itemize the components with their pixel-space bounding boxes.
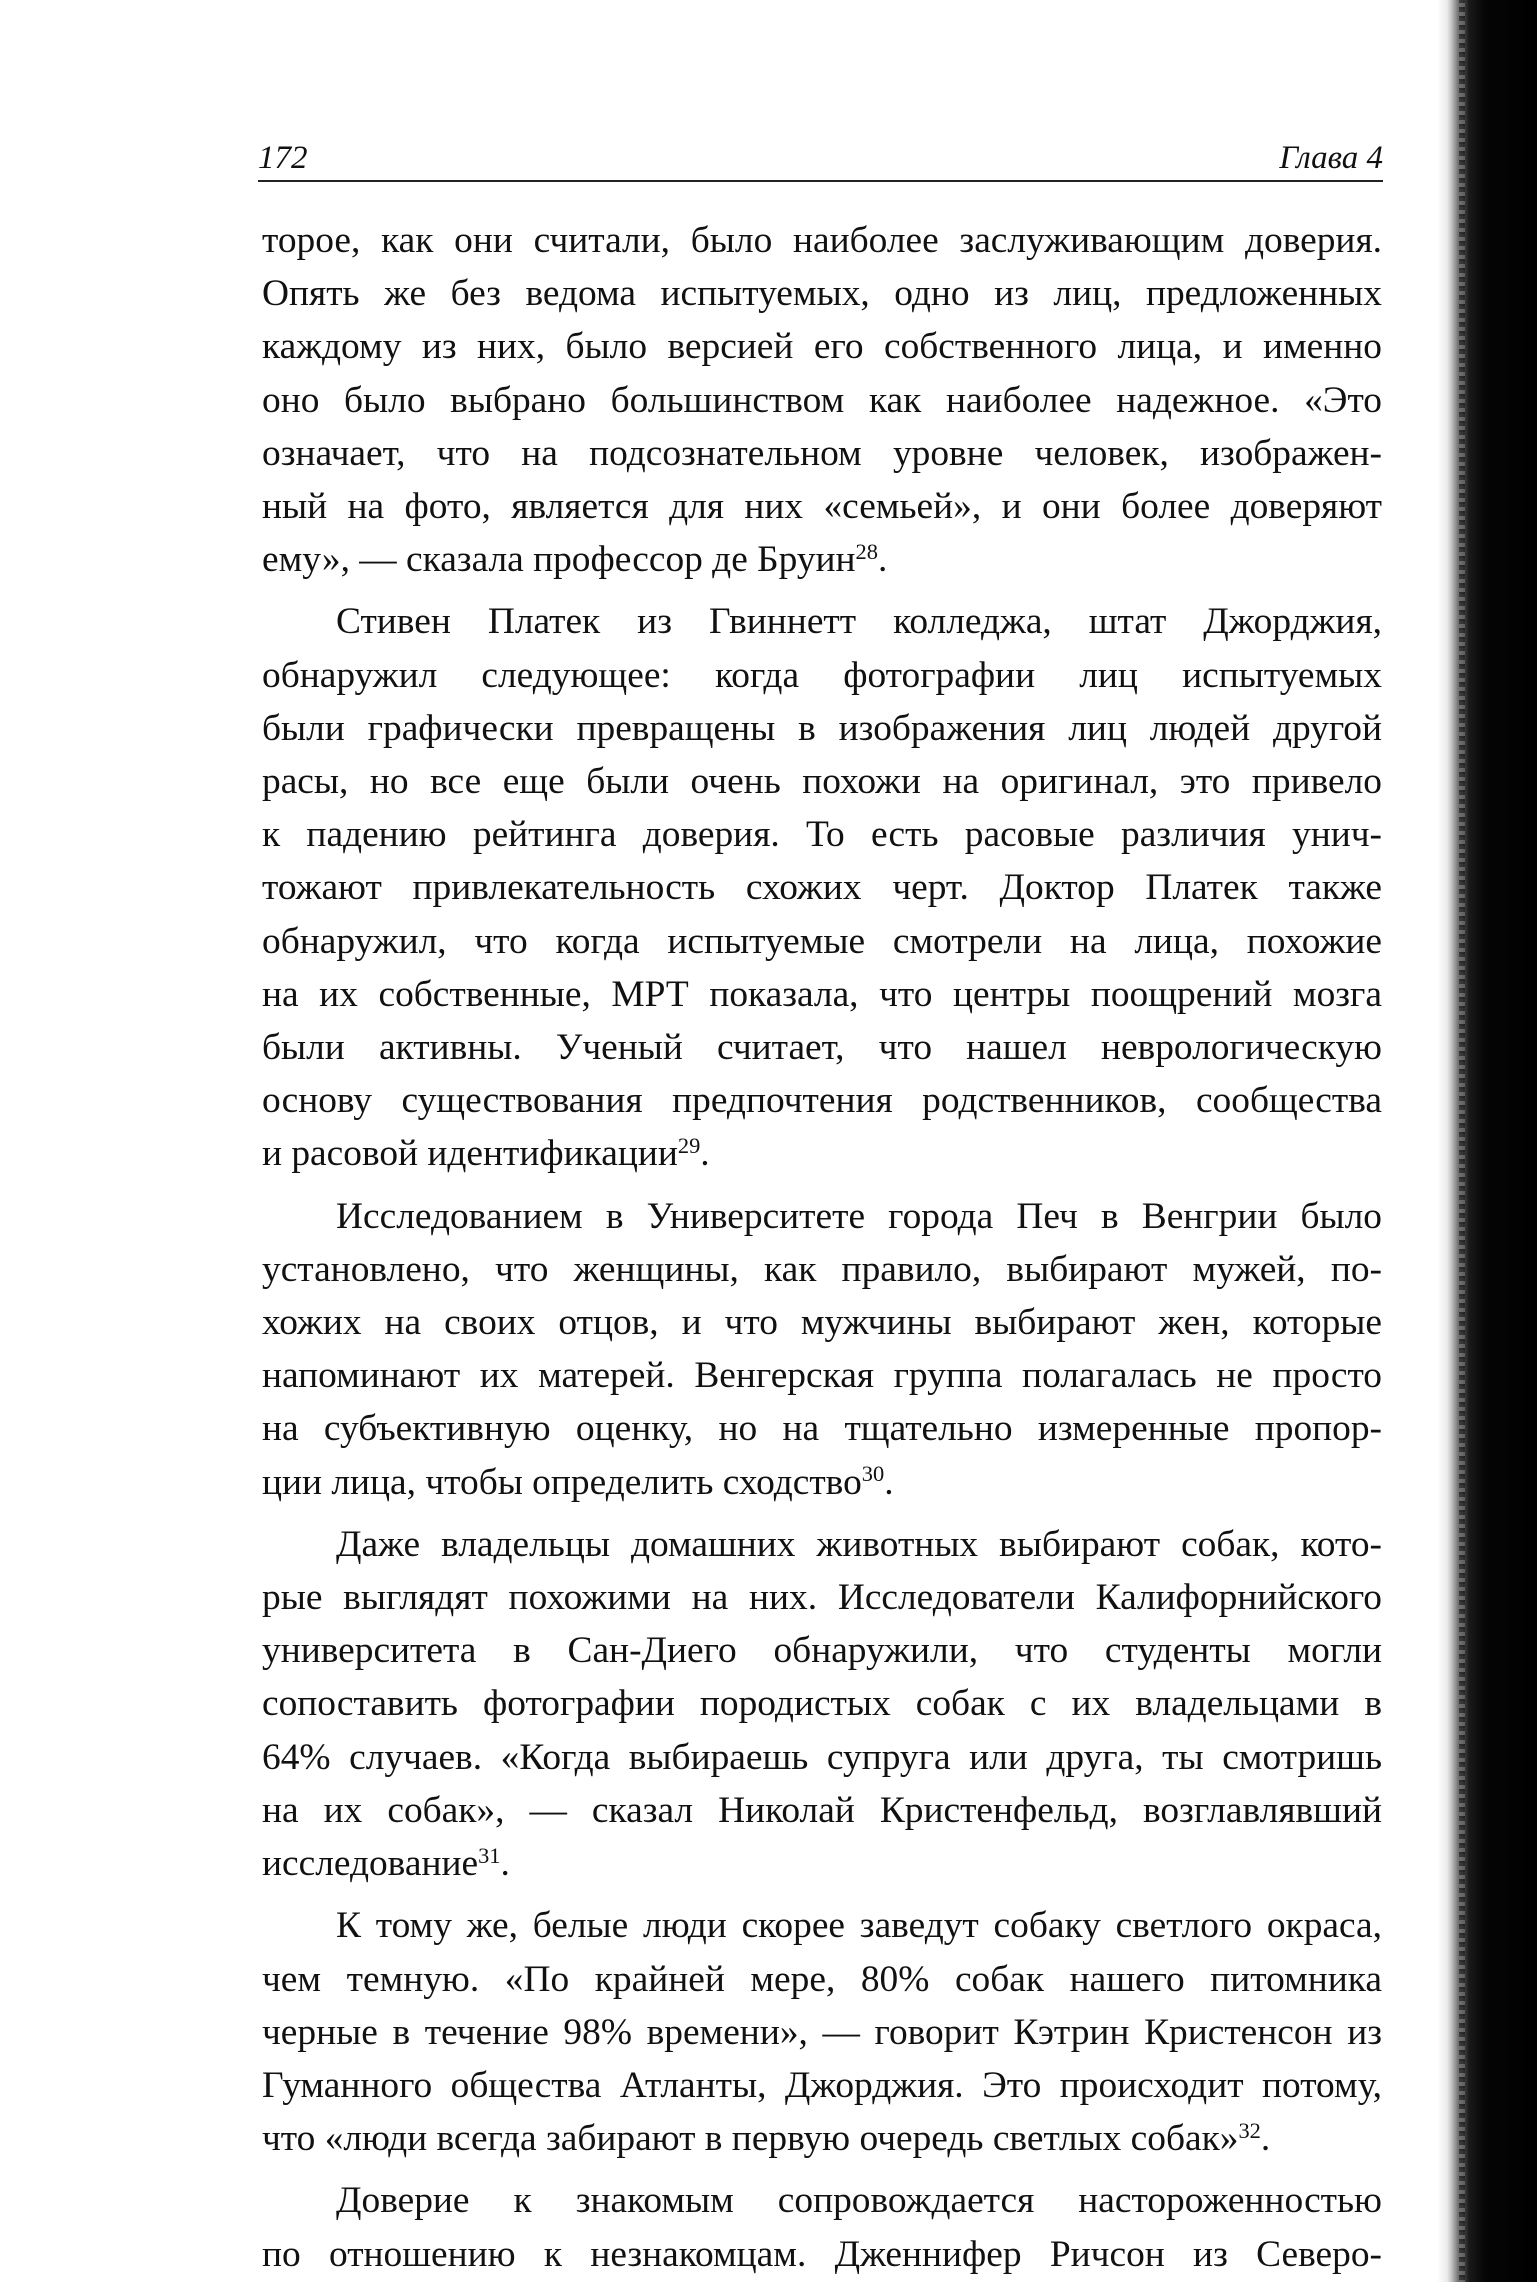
text-line: напоминают их матерей. Венгерская группа полагалась не просто <box>262 1355 1382 1397</box>
text-line: К тому же, белые люди скорее заведут собаку светлого окраса, <box>336 1905 1382 1947</box>
scan-edge-shadow <box>1437 0 1537 2282</box>
text-line: каждому из них, было версией его собственного лица, и именно <box>262 326 1382 368</box>
paragraph <box>262 1899 1382 2169</box>
text-line: Исследованием в Университете города Печ в Венгрии было <box>336 1195 1382 1237</box>
sentence-end: . <box>700 1133 710 1175</box>
text-line: черные в течение 98% времени», — говорит Кэтрин Кристенсон из <box>262 2011 1382 2053</box>
text-line: Гуманного общества Атланты, Джорджия. Это происходит потому, <box>262 2064 1382 2106</box>
footnote-marker: 30 <box>861 1461 885 1487</box>
sentence-end: . <box>500 1843 510 1885</box>
paragraph <box>262 214 1382 590</box>
text-line: обнаружил, что когда испытуемые смотрели на лица, похожие <box>262 920 1382 962</box>
text-line: 64% случаев. «Когда выбираешь супруга или друга, ты смотришь <box>262 1736 1382 1778</box>
text-line: и расовой идентификации$^{29}$. <box>262 1133 710 1175</box>
body-text <box>262 214 1382 2281</box>
paragraph <box>262 595 1382 1184</box>
text-line: были графически превращены в изображения лиц людей другой <box>262 707 1382 749</box>
text-line: по отношению к незнакомцам. Дженнифер Ричсон из Северо- <box>262 2233 1382 2275</box>
text-line: исследование$^{31}$. <box>262 1842 510 1885</box>
text-line: были активны. Ученый считает, что нашел неврологическую <box>262 1027 1382 1069</box>
text-line: торое, как они считали, было наиболее заслуживающим доверия. <box>262 220 1382 261</box>
text-line: что «люди всегда забирают в первую очередь светлых собак»$^{32}$. <box>262 2117 1271 2160</box>
text-line: ный на фото, является для них «семьей», и они более доверяют <box>262 486 1382 528</box>
text-line: оно было выбрано большинством как наиболее надежное. «Это <box>262 379 1382 421</box>
text-line: к падению рейтинга доверия. То есть расовые различия унич- <box>262 814 1382 856</box>
text-line: расы, но все еще были очень похожи на оригинал, это привело <box>262 761 1382 803</box>
text-line: обнаружил следующее: когда фотографии лиц испытуемых <box>262 654 1382 696</box>
text-line: означает, что на подсознательном уровне человек, изображен- <box>262 432 1382 474</box>
text-line: на их собак», — сказал Николай Кристенфельд, возглавлявший <box>262 1789 1382 1831</box>
text-line: Опять же без ведома испытуемых, одно из лиц, предложенных <box>262 273 1382 315</box>
text-line: ему», — сказала профессор де Бруин$^{28}$. <box>262 538 888 581</box>
text-line: Стивен Платек из Гвиннетт колледжа, штат Джорджия, <box>336 601 1382 643</box>
chapter-title: Глава 4 <box>1279 140 1383 176</box>
footnote-marker: 29 <box>677 1133 701 1159</box>
text-line: чем темную. «По крайней мере, 80% собак нашего питомника <box>262 1958 1382 2000</box>
text-line: университета в Сан-Диего обнаружили, что студенты могли <box>262 1630 1382 1672</box>
sentence-end: . <box>877 539 888 581</box>
paragraph <box>262 1190 1382 1513</box>
footnote-marker: 28 <box>855 538 878 564</box>
text-line: ции лица, чтобы определить сходство$^{30}$. <box>262 1461 894 1503</box>
text-line: Даже владельцы домашних животных выбирают собак, кото- <box>336 1523 1382 1565</box>
page-number: 172 <box>258 140 308 176</box>
text-line: рые выглядят похожими на них. Исследователи Калифорнийского <box>262 1577 1382 1619</box>
text-line: на субъективную оценку, но на тщательно измеренные пропор- <box>262 1408 1382 1450</box>
paragraph <box>262 2174 1382 2280</box>
footnote-marker: 31 <box>478 1842 501 1868</box>
running-header <box>258 136 1383 180</box>
text-line: основу существования предпочтения родственников, сообщества <box>262 1080 1382 1122</box>
paragraph <box>262 1518 1382 1894</box>
scan-edge-strip <box>1459 0 1465 2282</box>
text-line: хожих на своих отцов, и что мужчины выбирают жен, которые <box>262 1302 1382 1344</box>
sentence-end: . <box>884 1461 894 1503</box>
header-rule <box>258 180 1383 182</box>
text-line: на их собственные, МРТ показала, что центры поощрений мозга <box>262 973 1382 1015</box>
text-line: сопоставить фотографии породистых собак с их владельцами в <box>262 1683 1382 1725</box>
text-line: тожают привлекательность схожих черт. Доктор Платек также <box>262 867 1382 909</box>
text-line: установлено, что женщины, как правило, выбирают мужей, по- <box>262 1248 1382 1290</box>
sentence-end: . <box>1260 2118 1271 2160</box>
footnote-marker: 32 <box>1238 2117 1261 2143</box>
text-line: Доверие к знакомым сопровождается настороженностью <box>336 2180 1382 2222</box>
